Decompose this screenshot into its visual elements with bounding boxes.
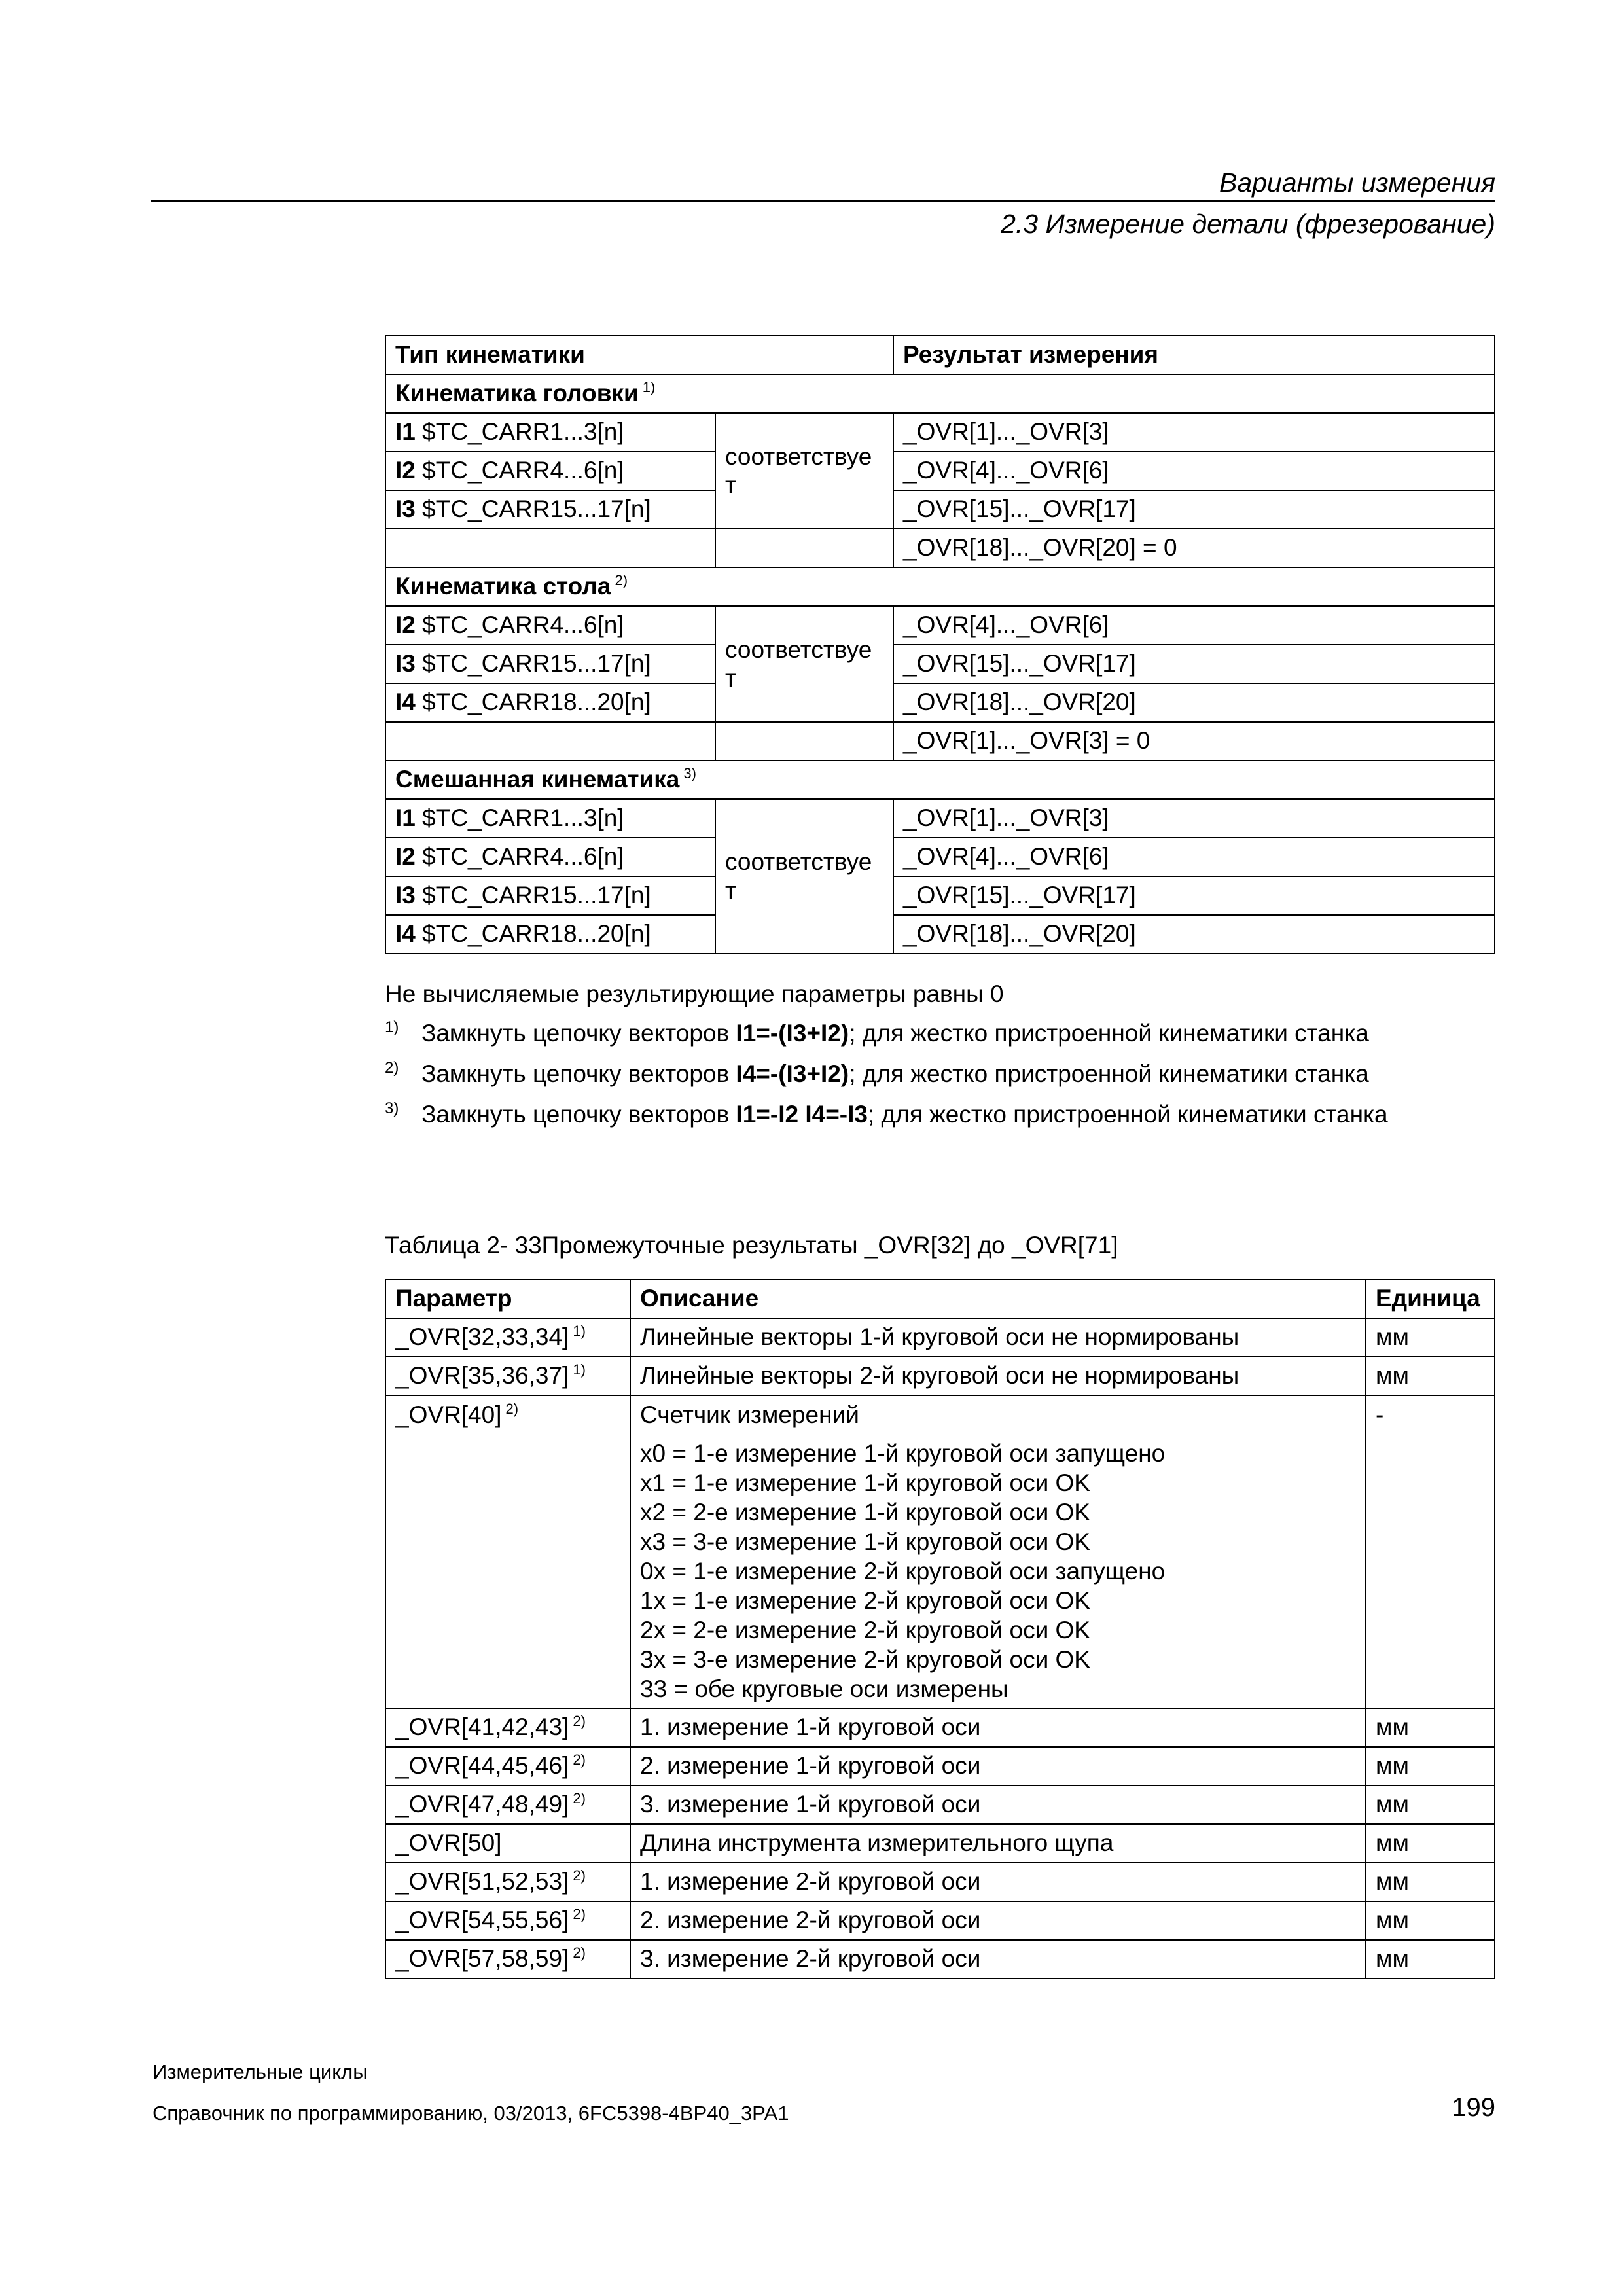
carr-cell — [385, 413, 715, 452]
footnote-ref: 1) — [573, 1323, 586, 1339]
counter-line: 3x = 3-е измерение 2-й круговой оси OK — [640, 1646, 1090, 1673]
table-row — [385, 683, 1495, 722]
description-cell: 1. измерение 1-й круговой оси — [630, 1708, 1366, 1747]
unit-cell: мм — [1366, 1940, 1495, 1979]
footnote-ref: 2) — [615, 572, 628, 588]
param-cell — [385, 1318, 630, 1357]
page-number: 199 — [1452, 2093, 1495, 2122]
col-description: Описание — [630, 1280, 1366, 1318]
carr-range: $TC_CARR15...17[n] — [422, 650, 651, 677]
description-cell: 2. измерение 1-й круговой оси — [630, 1747, 1366, 1785]
corresponds-text-wrap: т — [725, 664, 736, 692]
unit-cell: мм — [1366, 1708, 1495, 1747]
footnote-number: 1) — [385, 1018, 399, 1036]
result-cell: _OVR[1]..._OVR[3] — [893, 799, 1495, 838]
description-cell: 1. измерение 2-й круговой оси — [630, 1863, 1366, 1901]
carr-cell — [385, 838, 715, 876]
footnote-suffix: ; для жестко пристроенной кинематики станка — [849, 1020, 1369, 1047]
kinematics-table — [385, 335, 1495, 954]
result-cell: _OVR[18]..._OVR[20] — [893, 683, 1495, 722]
description-cell: Линейные векторы 1-й круговой оси не нормированы — [630, 1318, 1366, 1357]
result-cell: _OVR[15]..._OVR[17] — [893, 490, 1495, 529]
description-cell: Линейные векторы 2-й круговой оси не нормированы — [630, 1357, 1366, 1395]
result-cell: _OVR[18]..._OVR[20] — [893, 915, 1495, 954]
empty-cell — [385, 529, 715, 567]
table-row — [385, 1708, 1495, 1747]
unit-cell: мм — [1366, 1357, 1495, 1395]
footnote-formula: I1=-I2 I4=-I3 — [736, 1101, 868, 1128]
vector-name: I3 — [395, 650, 416, 677]
footnote-ref: 1) — [573, 1361, 586, 1378]
param-cell — [385, 1940, 630, 1979]
table-row — [385, 1824, 1495, 1863]
table-row — [385, 1318, 1495, 1357]
corresponds-text: соответствуе — [725, 636, 872, 663]
table-row — [385, 915, 1495, 954]
counter-line: x2 = 2-е измерение 1-й круговой оси OK — [640, 1499, 1090, 1526]
vector-name: I2 — [395, 457, 416, 484]
param-cell — [385, 1901, 630, 1940]
counter-line: x0 = 1-е измерение 1-й круговой оси запущено — [640, 1440, 1166, 1467]
param-name: _OVR[54,55,56] — [395, 1907, 569, 1933]
carr-cell — [385, 915, 715, 954]
table-row — [385, 490, 1495, 529]
table-row — [385, 1940, 1495, 1979]
col-measurement-result: Результат измерения — [893, 336, 1495, 374]
description-cell — [630, 1395, 1366, 1708]
carr-range: $TC_CARR4...6[n] — [422, 611, 624, 638]
carr-cell — [385, 490, 715, 529]
group-row — [385, 567, 1495, 606]
unit-cell: мм — [1366, 1901, 1495, 1940]
footnote-number: 2) — [385, 1059, 399, 1077]
corresponds-text-wrap: т — [725, 877, 736, 904]
footer-book-title: Измерительные циклы — [152, 2060, 368, 2083]
vector-name: I4 — [395, 920, 416, 947]
table-row — [385, 413, 1495, 452]
vector-name: I3 — [395, 495, 416, 522]
carr-range: $TC_CARR4...6[n] — [422, 843, 624, 870]
table-row — [385, 876, 1495, 915]
param-name: _OVR[35,36,37] — [395, 1362, 569, 1389]
table-row — [385, 838, 1495, 876]
col-kinematics-type: Тип кинематики — [385, 336, 893, 374]
footnote-formula: I1=-(I3+I2) — [736, 1020, 849, 1047]
unit-cell: мм — [1366, 1318, 1495, 1357]
param-cell — [385, 1785, 630, 1824]
footnote-prefix: Замкнуть цепочку векторов — [421, 1060, 736, 1087]
empty-cell — [715, 529, 893, 567]
footnote-ref: 2) — [573, 1945, 586, 1961]
table-row — [385, 1901, 1495, 1940]
unit-cell: мм — [1366, 1785, 1495, 1824]
description-cell: Длина инструмента измерительного щупа — [630, 1824, 1366, 1863]
counter-line: 2x = 2-е измерение 2-й круговой оси OK — [640, 1617, 1090, 1643]
result-cell: _OVR[1]..._OVR[3] = 0 — [893, 722, 1495, 761]
corresponds-cell — [715, 413, 893, 529]
vector-name: I1 — [395, 418, 416, 445]
carr-range: $TC_CARR1...3[n] — [422, 418, 624, 445]
counter-line: 33 = обе круговые оси измерены — [640, 1676, 1008, 1702]
footnote-ref: 2) — [573, 1713, 586, 1729]
result-cell: _OVR[4]..._OVR[6] — [893, 606, 1495, 645]
table-row — [385, 645, 1495, 683]
param-name: _OVR[32,33,34] — [395, 1323, 569, 1350]
param-cell — [385, 1395, 630, 1708]
corresponds-cell — [715, 606, 893, 722]
carr-range: $TC_CARR15...17[n] — [422, 882, 651, 908]
group-row — [385, 374, 1495, 413]
table-row — [385, 1785, 1495, 1824]
corresponds-text: соответствуе — [725, 442, 872, 470]
table-row-counter — [385, 1395, 1495, 1708]
col-parameter: Параметр — [385, 1280, 630, 1318]
footnote-text — [421, 1101, 1388, 1128]
vector-name: I3 — [395, 882, 416, 908]
param-name: _OVR[57,58,59] — [395, 1945, 569, 1972]
result-cell: _OVR[18]..._OVR[20] = 0 — [893, 529, 1495, 567]
counter-line: 1x = 1-е измерение 2-й круговой оси OK — [640, 1587, 1090, 1614]
table-header-row — [385, 336, 1495, 374]
footnote-prefix: Замкнуть цепочку векторов — [421, 1101, 736, 1128]
param-name: _OVR[41,42,43] — [395, 1713, 569, 1740]
carr-cell — [385, 452, 715, 490]
group-title-cell — [385, 567, 1495, 606]
parameters-body — [385, 1318, 1495, 1979]
param-cell — [385, 1747, 630, 1785]
footnote-ref: 3) — [683, 765, 696, 781]
vector-name: I1 — [395, 804, 416, 831]
footnote-suffix: ; для жестко пристроенной кинематики станка — [849, 1060, 1369, 1087]
counter-line: x1 = 1-е измерение 1-й круговой оси OK — [640, 1469, 1090, 1496]
description-cell: 3. измерение 2-й круговой оси — [630, 1940, 1366, 1979]
vector-name: I2 — [395, 843, 416, 870]
empty-cell — [715, 722, 893, 761]
group-title-cell — [385, 761, 1495, 799]
group-title-cell — [385, 374, 1495, 413]
carr-range: $TC_CARR18...20[n] — [422, 920, 651, 947]
unit-cell: мм — [1366, 1824, 1495, 1863]
param-name: _OVR[44,45,46] — [395, 1752, 569, 1779]
footer-manual-info: Справочник по программированию, 03/2013, 6FC5398-4BP40_3PA1 — [152, 2102, 789, 2125]
corresponds-text: соответствуе — [725, 848, 872, 875]
footnote-ref: 2) — [573, 1751, 586, 1768]
description-cell: 3. измерение 1-й круговой оси — [630, 1785, 1366, 1824]
counter-title: Счетчик измерений — [640, 1401, 859, 1428]
table-row — [385, 722, 1495, 761]
param-cell — [385, 1824, 630, 1863]
table-row — [385, 452, 1495, 490]
table-row — [385, 1357, 1495, 1395]
param-cell — [385, 1357, 630, 1395]
result-cell: _OVR[4]..._OVR[6] — [893, 452, 1495, 490]
description-cell: 2. измерение 2-й круговой оси — [630, 1901, 1366, 1940]
footnote-ref: 2) — [573, 1906, 586, 1922]
footnote-prefix: Замкнуть цепочку векторов — [421, 1020, 736, 1047]
col-unit: Единица — [1366, 1280, 1495, 1318]
table-row — [385, 799, 1495, 838]
corresponds-cell — [715, 799, 893, 954]
corresponds-text-wrap: т — [725, 471, 736, 499]
table-row — [385, 529, 1495, 567]
param-cell — [385, 1708, 630, 1747]
table-row — [385, 1747, 1495, 1785]
unit-cell: мм — [1366, 1747, 1495, 1785]
result-cell: _OVR[1]..._OVR[3] — [893, 413, 1495, 452]
table-caption: Таблица 2- 33Промежуточные результаты _OVR[32] до _OVR[71] — [385, 1232, 1118, 1259]
footnote-text — [421, 1020, 1369, 1047]
param-name: _OVR[51,52,53] — [395, 1868, 569, 1895]
empty-cell — [385, 722, 715, 761]
carr-cell — [385, 799, 715, 838]
table-header-row — [385, 1280, 1495, 1318]
param-name: _OVR[50] — [395, 1829, 502, 1856]
counter-line: x3 = 3-е измерение 1-й круговой оси OK — [640, 1528, 1090, 1555]
parameters-table — [385, 1279, 1495, 1979]
result-cell: _OVR[4]..._OVR[6] — [893, 838, 1495, 876]
footnote-ref: 2) — [573, 1867, 586, 1884]
carr-cell — [385, 606, 715, 645]
group-title: Смешанная кинематика — [395, 766, 680, 793]
group-title: Кинематика стола — [395, 573, 611, 600]
group-row — [385, 761, 1495, 799]
result-cell: _OVR[15]..._OVR[17] — [893, 876, 1495, 915]
footnote-text — [421, 1060, 1369, 1088]
footnote-suffix: ; для жестко пристроенной кинематики станка — [868, 1101, 1388, 1128]
vector-name: I4 — [395, 689, 416, 715]
carr-range: $TC_CARR1...3[n] — [422, 804, 624, 831]
footnote-number: 3) — [385, 1100, 399, 1117]
section-title: 2.3 Измерение детали (фрезерование) — [1001, 209, 1495, 239]
carr-cell — [385, 876, 715, 915]
carr-cell — [385, 683, 715, 722]
carr-range: $TC_CARR15...17[n] — [422, 495, 651, 522]
unit-cell: мм — [1366, 1863, 1495, 1901]
kinematics-body — [385, 374, 1495, 954]
carr-range: $TC_CARR18...20[n] — [422, 689, 651, 715]
table-row — [385, 606, 1495, 645]
footnote-ref: 2) — [573, 1790, 586, 1806]
vector-name: I2 — [395, 611, 416, 638]
notes-intro: Не вычисляемые результирующие параметры равны 0 — [385, 980, 1004, 1007]
chapter-title: Варианты измерения — [1219, 168, 1495, 198]
unit-cell: - — [1366, 1395, 1495, 1708]
carr-cell — [385, 645, 715, 683]
param-cell — [385, 1863, 630, 1901]
param-name: _OVR[47,48,49] — [395, 1791, 569, 1818]
footnote-ref: 2) — [505, 1401, 519, 1417]
carr-range: $TC_CARR4...6[n] — [422, 457, 624, 484]
counter-line: 0x = 1-е измерение 2-й круговой оси запущено — [640, 1558, 1166, 1585]
table-row — [385, 1863, 1495, 1901]
footnote-formula: I4=-(I3+I2) — [736, 1060, 849, 1087]
footnote-ref: 1) — [642, 379, 656, 395]
result-cell: _OVR[15]..._OVR[17] — [893, 645, 1495, 683]
header-rule — [151, 200, 1495, 202]
group-title: Кинематика головки — [395, 380, 639, 406]
param-name: _OVR[40] — [395, 1401, 502, 1428]
